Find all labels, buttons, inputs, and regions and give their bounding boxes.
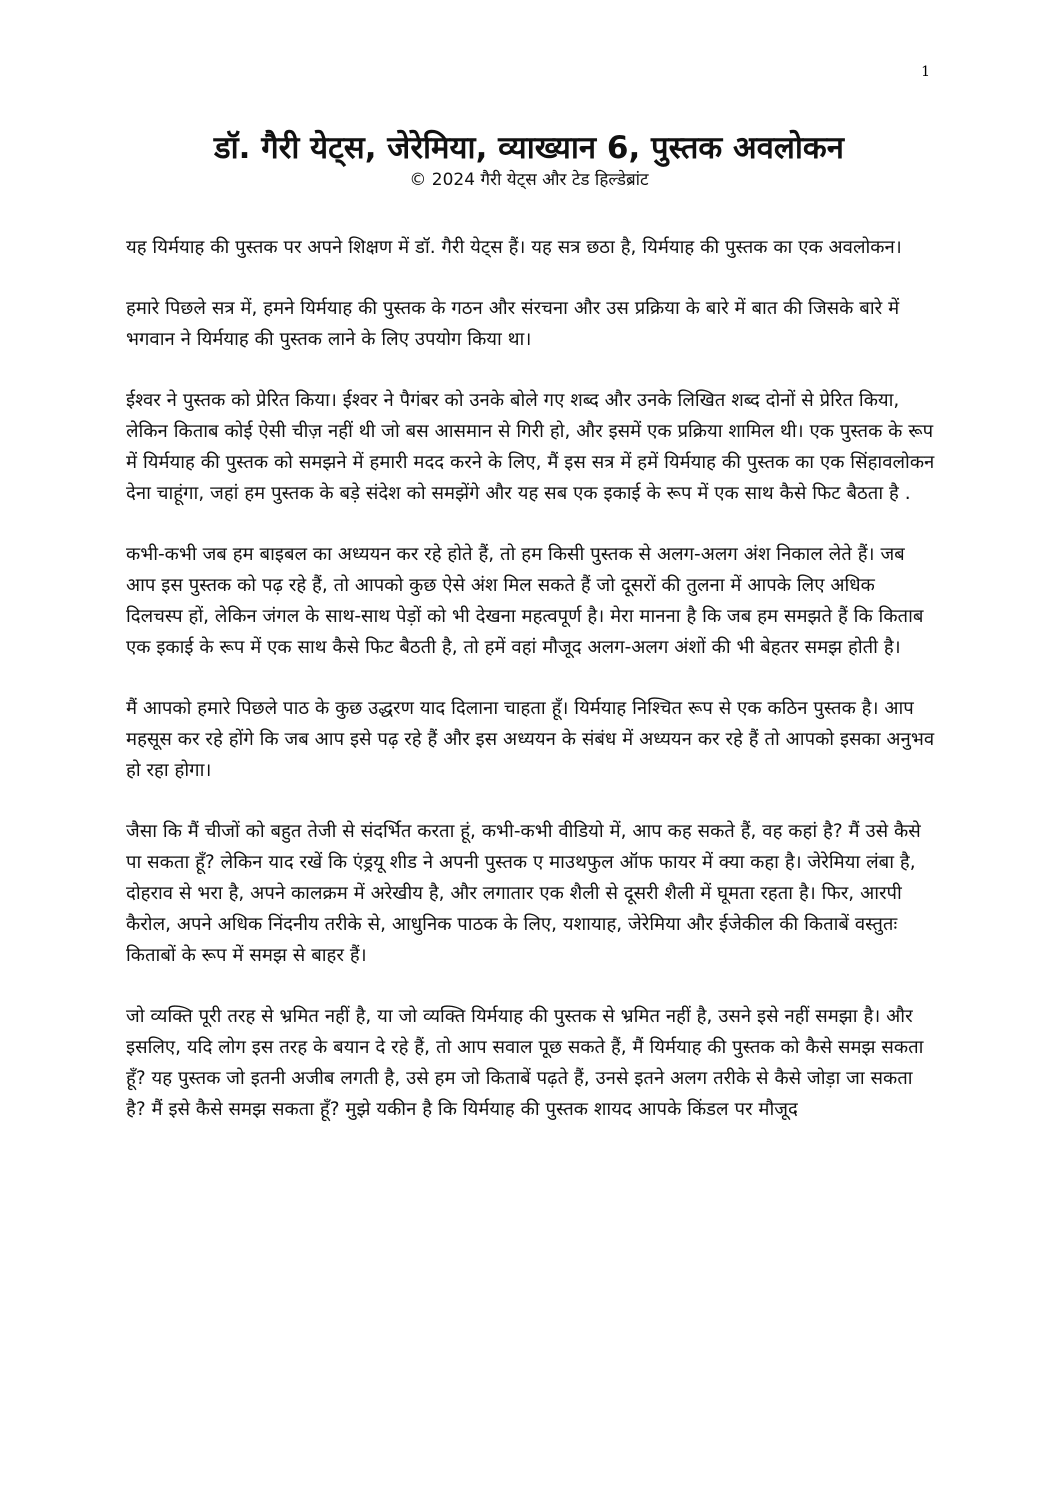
copyright-line: © 2024 गैरी येट्स और टेड हिल्डेब्रांट [409,170,649,190]
paragraph-7: जो व्यक्ति पूरी तरह से भ्रमित नहीं है, या जो व्यक्ति यिर्मयाह की पुस्तक से भ्रमित नहीं है, उसने इसे नहीं समझा है। और इसलिए, यदि लोग इस तरह के बयान दे रहे हैं, तो आप सवाल पूछ सकते हैं, मैं यिर्मयाह की पुस्तक को कैसे समझ सकता हूँ? यह पुस्तक जो इतनी अजीब लगती है, उसे हम जो किताबें पढ़ते हैं, उनसे इतने अलग तरीके से कैसे जोड़ा जा सकता है? मैं इसे कैसे समझ सकता हूँ? मुझे यकीन है कि यिर्मयाह की पुस्तक शायद आपके किंडल पर मौजूद [126,1006,924,1120]
paragraph-2: हमारे पिछले सत्र में, हमने यिर्मयाह की पुस्तक के गठन और संरचना और उस प्रक्रिया के बारे में बात की जिसके बारे में भगवान ने यिर्मयाह की पुस्तक लाने के लिए उपयोग किया था। [126,298,900,350]
page-number: 1 [921,64,930,80]
paragraph-4: कभी-कभी जब हम बाइबल का अध्ययन कर रहे होते हैं, तो हम किसी पुस्तक से अलग-अलग अंश निकाल लेते हैं। जब आप इस पुस्तक को पढ़ रहे हैं, तो आपको कुछ ऐसे अंश मिल सकते हैं जो दूसरों की तुलना में आपके लिए अधिक दिलचस्प हों, लेकिन जंगल के साथ-साथ पेड़ों को भी देखना महत्वपूर्ण है। मेरा मानना है कि जब हम समझते हैं कि किताब एक इकाई के रूप में एक साथ कैसे फिट बैठती है, तो हमें वहां मौजूद अलग-अलग अंशों की भी बेहतर समझ होती है। [126,544,924,658]
document-header [100,128,958,192]
paragraph-5: मैं आपको हमारे पिछले पाठ के कुछ उद्धरण याद दिलाना चाहता हूँ। यिर्मयाह निश्चित रूप से एक कठिन पुस्तक है। आप महसूस कर रहे होंगे कि जब आप इसे पढ़ रहे हैं और इस अध्ययन के संबंध में अध्ययन कर रहे हैं तो आपको इसका अनुभव हो रहा होगा। [126,698,935,781]
document-body [126,232,936,1155]
document-title: डॉ. गैरी येट्स, जेरेमिया, व्याख्यान 6, पुस्तक अवलोकन [214,130,844,166]
paragraph-6: जैसा कि मैं चीजों को बहुत तेजी से संदर्भित करता हूं, कभी-कभी वीडियो में, आप कह सकते हैं, वह कहां है? मैं उसे कैसे पा सकता हूँ? लेकिन याद रखें कि एंड्रयू शीड ने अपनी पुस्तक ए माउथफुल ऑफ फायर में क्या कहा है। जेरेमिया लंबा है, दोहराव से भरा है, अपने कालक्रम में अरेखीय है, और लगातार एक शैली से दूसरी शैली में घूमता रहता है। फिर, आरपी कैरोल, अपने अधिक निंदनीय तरीके से, आधुनिक पाठक के लिए, यशायाह, जेरेमिया और ईजेकील की किताबें वस्तुतः किताबों के रूप में समझ से बाहर हैं। [126,821,921,966]
paragraph-1: यह यिर्मयाह की पुस्तक पर अपने शिक्षण में डॉ. गैरी येट्स हैं। यह सत्र छठा है, यिर्मयाह की पुस्तक का एक अवलोकन। [126,237,902,258]
paragraph-3: ईश्वर ने पुस्तक को प्रेरित किया। ईश्वर ने पैगंबर को उनके बोले गए शब्द और उनके लिखित शब्द दोनों से प्रेरित किया, लेकिन किताब कोई ऐसी चीज़ नहीं थी जो बस आसमान से गिरी हो, और इसमें एक प्रक्रिया शामिल थी। एक पुस्तक के रूप में यिर्मयाह की पुस्तक को समझने में हमारी मदद करने के लिए, मैं इस सत्र में हमें यिर्मयाह की पुस्तक का एक सिंहावलोकन देना चाहूंगा, जहां हम पुस्तक के बड़े संदेश को समझेंगे और यह सब एक इकाई के रूप में एक साथ कैसे फिट बैठता है . [126,390,935,504]
